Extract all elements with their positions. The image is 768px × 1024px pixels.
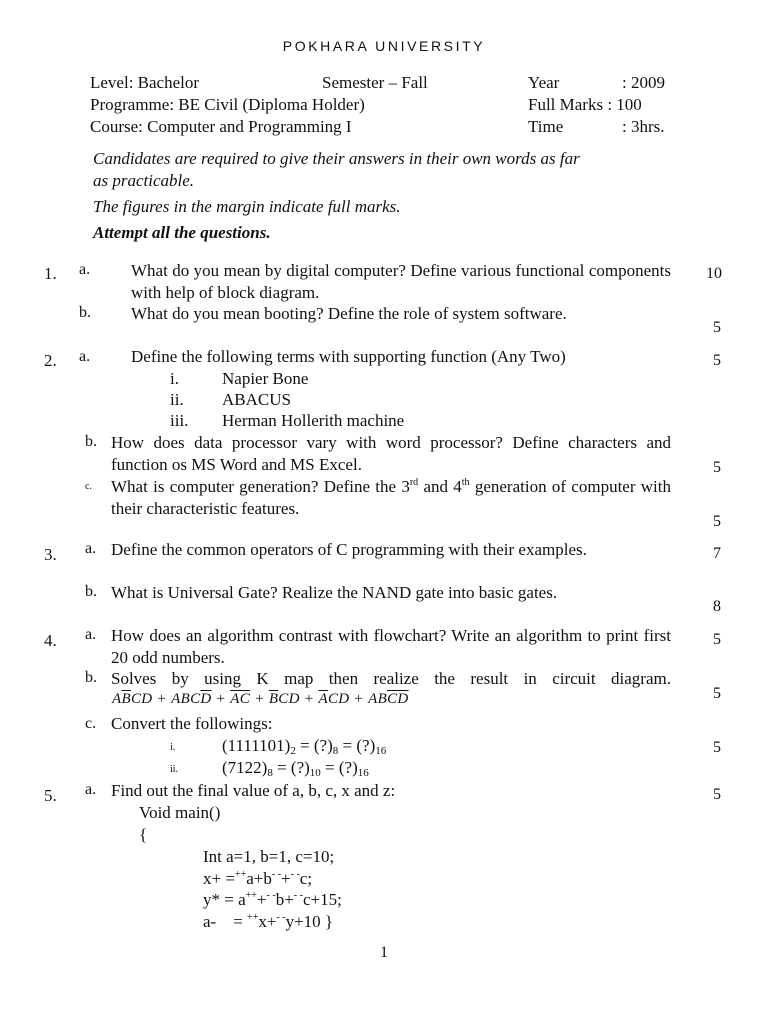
sub-label: a. <box>79 348 91 365</box>
marks: 5 <box>713 739 721 756</box>
instruction-line-2: as practicable. <box>93 171 195 190</box>
sub-label: b. <box>85 583 97 600</box>
code-line: { <box>139 825 148 844</box>
item-label: ii. <box>170 390 184 409</box>
sub-label: b. <box>79 304 91 321</box>
question-number: 4. <box>44 631 57 650</box>
sub-label: c. <box>85 481 92 492</box>
sub-label: a. <box>85 540 97 557</box>
item-label: iii. <box>170 411 189 430</box>
question-text: Find out the final value of a, b, c, x and z: <box>111 781 396 800</box>
time-label: Time <box>528 117 564 136</box>
sub-label: b. <box>85 669 97 686</box>
programme: Programme: BE Civil (Diploma Holder) <box>90 95 365 114</box>
question-number: 2. <box>44 351 57 370</box>
sub-label: c. <box>85 715 97 732</box>
question-text: What do you mean booting? Define the role of system software. <box>131 304 567 323</box>
marks: 5 <box>713 352 721 369</box>
time-value: : 3hrs. <box>622 117 665 136</box>
marks: 5 <box>713 786 721 803</box>
item-label: ii. <box>170 764 179 775</box>
conversion-1: $(1111101)_2$ = $(?)_8$ = $(?)_{16}$ <box>222 736 387 757</box>
level: Level: Bachelor <box>90 73 200 92</box>
question-text: What do you mean by digital computer? Define various functional components with help of block diagram. <box>131 261 671 302</box>
item-label: i. <box>170 742 176 753</box>
attempt-all: Attempt all the questions. <box>93 223 271 242</box>
question-text: Convert the followings: <box>111 714 273 733</box>
code-line: x+ =++a+b- -+- -c; <box>203 869 313 888</box>
sub-label: a. <box>79 261 91 278</box>
marks: 5 <box>713 685 721 702</box>
code-line: Void main() <box>139 803 221 822</box>
page-number: 1 <box>380 944 388 961</box>
item-text: Napier Bone <box>222 369 309 388</box>
year-value: : 2009 <box>622 73 665 92</box>
question-text: What is Universal Gate? Realize the NAND gate into basic gates. <box>111 583 558 602</box>
code-line: a- = ++x+- -y+10 } <box>203 912 334 931</box>
marks: 5 <box>713 513 721 530</box>
question-number: 3. <box>44 545 57 564</box>
marks: 5 <box>713 459 721 476</box>
question-number: 1. <box>44 264 57 283</box>
item-text: ABACUS <box>222 390 291 409</box>
question-text: What is computer generation? Define the 3rd and 4th generation of computer with their characteristic features. <box>111 477 671 518</box>
code-line: Int a=1, b=1, c=10; <box>203 847 335 866</box>
question-text: Solves by using K map then realize the result in circuit diagram. <box>111 669 671 688</box>
conversion-2: $(7122)_8$ = $(?)_{10}$ = $(?)_{16}$ <box>222 758 369 779</box>
sub-label: a. <box>85 781 97 798</box>
marks: 5 <box>713 319 721 336</box>
sub-label: a. <box>85 626 97 643</box>
item-label: i. <box>170 369 179 388</box>
code-line: y* = a+++- -b+- -c+15; <box>203 890 342 909</box>
university-title: POKHARA UNIVERSITY <box>282 38 486 54</box>
marks: 5 <box>713 631 721 648</box>
full-marks: Full Marks : 100 <box>528 95 642 114</box>
item-text: Herman Hollerith machine <box>222 411 405 430</box>
question-number: 5. <box>44 786 57 805</box>
question-text: Define the following terms with supporting function (Any Two) <box>131 347 566 366</box>
course: Course: Computer and Programming I <box>90 117 352 136</box>
question-text: Define the common operators of C programming with their examples. <box>111 540 587 559</box>
marks: 8 <box>713 598 721 615</box>
instruction-line-3: The figures in the margin indicate full marks. <box>93 197 401 216</box>
marks: 7 <box>713 545 721 562</box>
year-label: Year <box>528 73 560 92</box>
sub-label: b. <box>85 433 97 450</box>
instruction-line-1: Candidates are required to give their answers in their own words as far <box>93 149 580 168</box>
boolean-expression: ABCD + ABCD + AC + BCD + ACD + ABCD <box>112 691 409 707</box>
semester: Semester – Fall <box>322 73 428 92</box>
marks: 10 <box>706 265 722 282</box>
question-text: How does data processor vary with word processor? Define characters and function os MS Word and MS Excel. <box>111 433 671 474</box>
question-text: How does an algorithm contrast with flowchart? Write an algorithm to print first 20 odd numbers. <box>111 626 671 667</box>
